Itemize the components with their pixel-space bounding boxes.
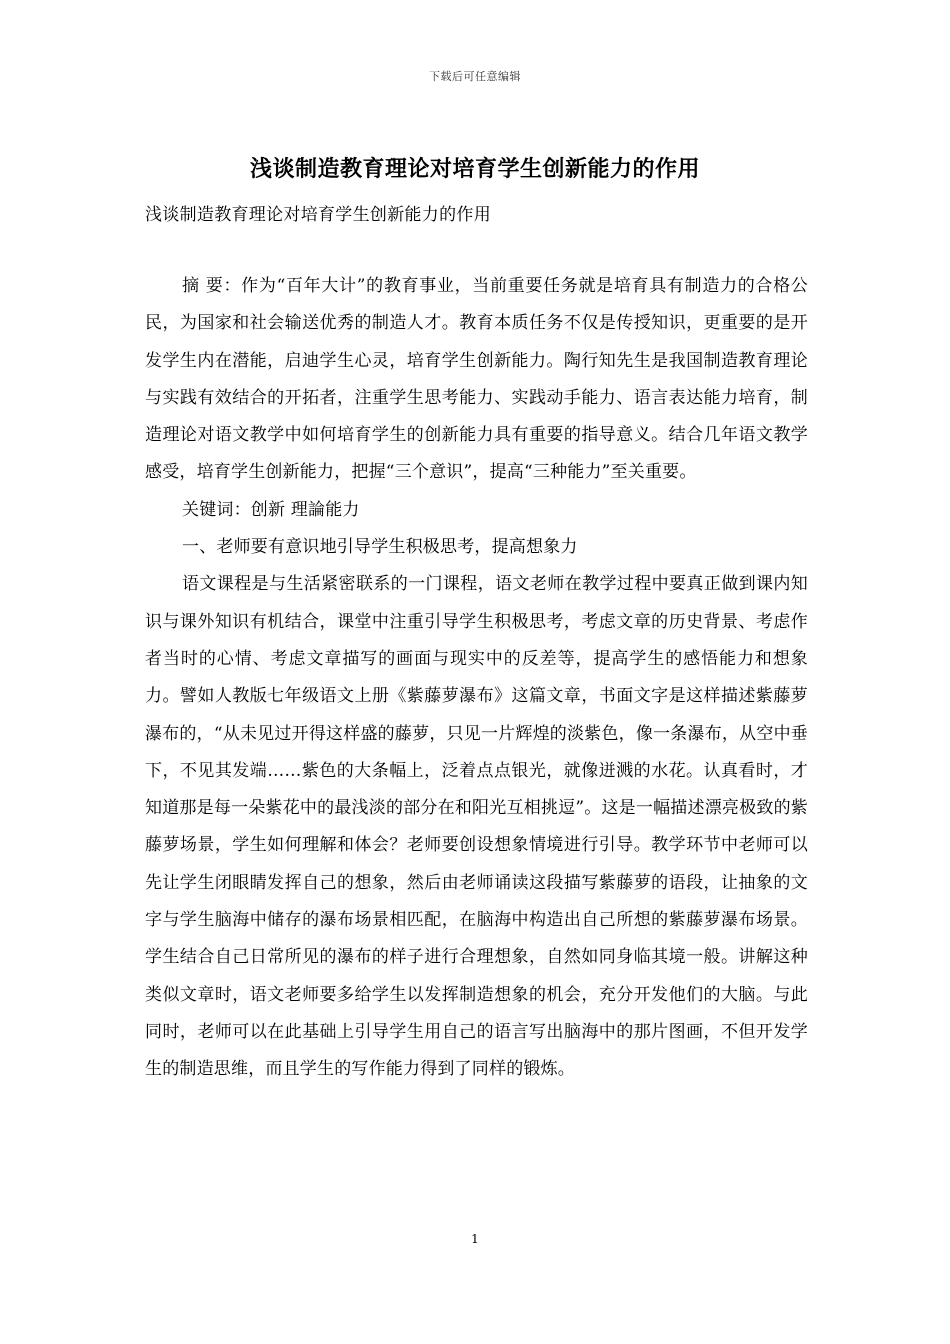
header-note: 下载后可任意编辑 (429, 70, 521, 83)
keywords-paragraph: 关键词：创新 理論能力 (182, 499, 360, 520)
section-heading: 一、老师要有意识地引导学生积极思考，提高想象力 (182, 537, 578, 558)
abstract-paragraph: 摘 要：作为“百年大计”的教育事业，当前重要任务就是培育具有制造力的合格公民，为国家和社会输送优秀的制造人才。教育本质任务不仅是传授知识，更重要的是开发学生内在潜能，启迪学生心灵，培育学生创新能力。陶行知先生是我国制造教育理论与实践有效结合的开拓者，注重学生思考能力、实践动手能力、语言表达能力培育，制造理论对语文教学中如何培育学生的创新能力具有重要的指导意义。结合几年语文教学感受，培育学生创新能力，把握“三个意识”，提高“三种能力”至关重要。 (145, 276, 808, 483)
document-title: 浅谈制造教育理论对培育学生创新能力的作用 (249, 156, 700, 182)
page-number: 1 (471, 1232, 479, 1246)
document-body (145, 268, 808, 1089)
body-paragraph: 语文课程是与生活紧密联系的一门课程，语文老师在教学过程中要真正做到课内知识与课外知识有机结合，课堂中注重引导学生积极思考，考虑文章的历史背景、考虑作者当时的心情、考虑文章描写的画面与现实中的反差等，提高学生的感悟能力和想象力。譬如人教版七年级语文上册《紫藤萝瀑布》这篇文章，书面文字是这样描述紫藤萝瀑布的，“从未见过开得这样盛的藤萝，只见一片辉煌的淡紫色，像一条瀑布，从空中垂下，不见其发端……紫色的大条幅上，泛着点点银光，就像迸溅的水花。认真看时，才知道那是每一朵紫花中的最浅淡的部分在和阳光互相挑逗”。这是一幅描述漂亮极致的紫藤萝场景，学生如何理解和体会？老师要创设想象情境进行引导。教学环节中老师可以先让学生闭眼睛发挥自己的想象，然后由老师诵读这段描写紫藤萝的语段，让抽象的文字与学生脑海中储存的瀑布场景相匹配，在脑海中构造出自己所想的紫藤萝瀑布场景。学生结合自己日常所见的瀑布的样子进行合理想象，自然如同身临其境一般。讲解这种类似文章时，语文老师要多给学生以发挥制造想象的机会，充分开发他们的大脑。与此同时，老师可以在此基础上引导学生用自己的语言写出脑海中的那片图画，不但开发学生的制造思维，而且学生的写作能力得到了同样的锻炼。 (145, 574, 808, 1080)
document-subtitle: 浅谈制造教育理论对培育学生创新能力的作用 (145, 205, 491, 225)
